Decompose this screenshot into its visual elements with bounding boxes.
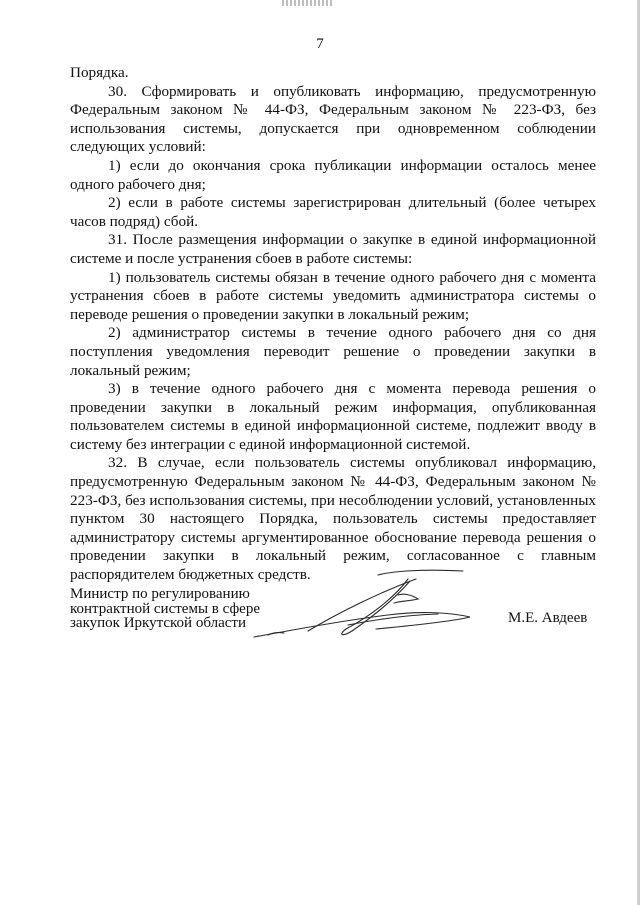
paragraph: 3) в течение одного рабочего дня с момента перевода решения о проведении закупки в локальный режим информация, опубликованная пользователем системы в единой информационной системе, подлежит вводу в систему без интеграции с единой информационной системой.	[70, 380, 596, 453]
paragraph: Порядка.	[70, 64, 129, 81]
paragraph: 2) если в работе системы зарегистрирован длительный (более четырех часов подряд) сбой.	[70, 194, 596, 230]
paragraph: 31. После размещения информации о закупке в единой информационной системе и после устранения сбоев в работе системы:	[70, 231, 596, 267]
paragraph: 1) пользователь системы обязан в течение одного рабочего дня с момента устранения сбоев в работе системы уведомить администратора системы о переводе решения о проведении закупки в локальный режим;	[70, 268, 596, 323]
signatory-position	[70, 587, 260, 631]
signatory-position-line: Министр по регулированию	[70, 586, 250, 602]
signatory-position-line: закупок Иркутской области	[70, 615, 246, 631]
signatory-position-line: контрактной системы в сфере	[70, 600, 260, 617]
paragraph: 2) администратор системы в течение одного рабочего дня со дня поступления уведомления переводит решение о проведении закупки в локальный режим;	[70, 324, 596, 379]
page-number: 7	[316, 36, 324, 52]
document-body	[70, 64, 596, 585]
scan-mark	[282, 0, 334, 6]
handwritten-signature	[248, 565, 488, 645]
paragraph: 30. Сформировать и опубликовать информацию, предусмотренную Федеральным законом № 44-ФЗ, Федеральным законом № 223-ФЗ, без использования системы, допускается при одновременном соблюдении следующих условий:	[70, 82, 596, 156]
signatory-name: М.Е. Авдеев	[508, 610, 588, 626]
paragraph: 1) если до окончания срока публикации информации осталось менее одного рабочего дня;	[70, 156, 596, 193]
paragraph: 32. В случае, если пользователь системы опубликовал информацию, предусмотренную Федеральным законом № 44-ФЗ, Федеральным законом № 223-ФЗ, без использования системы, при несоблюдении условий, установленных пунктом 30 настоящего Порядка, пользователь системы предоставляет администратору системы аргументированное обоснование перевода решения о проведении закупки в локальный режим, согласованное с главным распорядителем бюджетных средств.	[70, 454, 596, 584]
